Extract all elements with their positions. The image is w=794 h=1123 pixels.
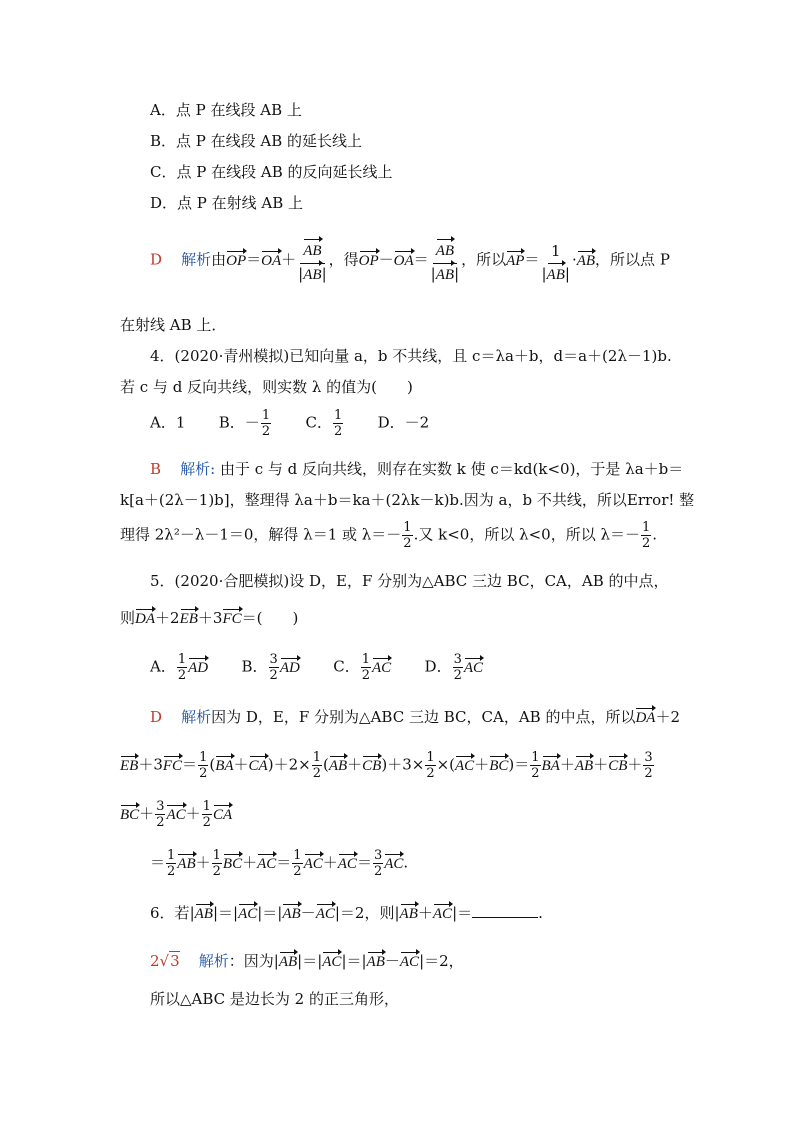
q4-analysis-text: .又 k<0，所以 λ<0，所以 λ＝－ [413, 525, 640, 544]
q6-stem-text: 若 [174, 904, 190, 922]
q3-analysis-label: 解析 [181, 250, 212, 269]
q4-source: (2020·青州模拟) [174, 347, 290, 365]
q3-text: ，所以 [461, 250, 507, 269]
q3-text: ，所以点 P [595, 250, 670, 269]
q3-fraction: $\frac{AB}{|AB|}$ [431, 236, 459, 285]
q5-stem: ＝( ) [241, 609, 299, 627]
q5-option-c: C． [333, 657, 360, 676]
q4-stem-line-1 [150, 345, 672, 366]
q4-analysis-text: 由于 c 与 d 反向共线，则存在实数 k 使 c＝kd(k<0)，于是 λa＋b＝ [219, 460, 684, 478]
q5-source: (2020·合肥模拟) [174, 572, 290, 590]
q3-fraction: $\frac{1}{|AB|}$ [541, 237, 569, 285]
q4-option-b: B．－ [218, 413, 260, 432]
q4-option-d: D．－2 [377, 413, 430, 432]
q6-answer: 2√3 [150, 952, 180, 970]
q4-analysis-text: . [652, 525, 658, 544]
q6-analysis-label: 解析 [198, 952, 229, 970]
q4-option-c: C． [305, 413, 332, 432]
q4-stem-line-2: 若 c 与 d 反向共线，则实数 λ 的值为( ) [120, 378, 413, 396]
q3-option-a: A．点 P 在线段 AB 上 [150, 101, 302, 119]
q5-option-b: B． [241, 657, 268, 676]
q5-analysis-line-2: EB＋3FC＝ $\frac{1}{2}$ (BA＋CA)＋2× $\frac{1}{2}$ (AB＋CB)＋3× $\frac{1}{2}$ ×(AC＋BC)＝ $\frac{1}{2}$ BA＋AB＋CB＋ $\frac{3}{2}$ [120, 750, 653, 781]
q4-analysis-text: 理得 2λ²－λ－1＝0，解得 λ＝1 或 λ＝－ [120, 525, 402, 544]
q6-analysis-line-2: 所以△ABC 是边长为 2 的正三角形， [150, 990, 399, 1008]
q4-number: 4． [150, 347, 175, 365]
q4-stem: 已知向量 a，b 不共线，且 c＝λa＋b，d＝a＋(2λ－1)b. [289, 347, 672, 365]
q5-analysis-text: 因为 D，E，F 分别为△ABC 三边 BC，CA，AB 的中点，所以 [211, 708, 636, 726]
q4-analysis-line-2: k[a＋(2λ－1)b]，整理得 λa＋b＝ka＋(2λk－k)b.因为 a，b 不共线，所以Error! 整 [120, 491, 695, 509]
q5-stem: 则 [120, 609, 136, 627]
q3-option-b: B．点 P 在线段 AB 的延长线上 [150, 132, 363, 150]
q5-analysis-label: 解析 [181, 708, 212, 726]
q3-analysis-continuation: 在射线 AB 上． [120, 316, 227, 334]
q4-analysis-line-1 [150, 458, 683, 479]
q6-number: 6． [150, 904, 175, 922]
q5-stem: 设 D，E，F 分别为△ABC 三边 BC，CA，AB 的中点， [289, 572, 669, 590]
q3-analysis: D 解析由OP＝OA＋ $\frac{AB}{|AB|}$ ，得OP－OA＝ $\frac{AB}{|AB|}$ ，所以AP＝ $\frac{1}{|AB|}$ ·AB，所以点 P [150, 236, 670, 285]
q6-analysis-line-1: 2√3 解析：因为|AB|＝|AC|＝|AB－AC|＝2， [150, 952, 464, 970]
q5-answer: D [150, 708, 163, 726]
q3-text: ，得 [328, 250, 359, 269]
q6-analysis-text: ：因为 [228, 952, 274, 970]
q5-stem-line-2: 则DA＋2EB＋3FC＝( ) [120, 609, 299, 627]
q6-answer-blank [472, 903, 538, 918]
q4-answer: B [150, 460, 162, 478]
q3-text: 由 [211, 250, 227, 269]
q4-analysis-line-3: 理得 2λ²－λ－1＝0，解得 λ＝1 或 λ＝－ $\frac{1}{2}$ .又 k<0，所以 λ<0，所以 λ＝－ $\frac{1}{2}$ . [120, 520, 658, 551]
q5-option-d: D． [424, 657, 452, 676]
q5-analysis-line-1: D 解析因为 D，E，F 分别为△ABC 三边 BC，CA，AB 的中点，所以DA＋2 [150, 708, 680, 726]
q3-option-c: C．点 P 在线段 AB 的反向延长线上 [150, 163, 393, 181]
q4-option-a: A．1 [150, 413, 186, 432]
q5-number: 5． [150, 572, 175, 590]
q4-options: A．1 B．－ $\frac{1}{2}$ C． $\frac{1}{2}$ D．－2 [150, 408, 430, 439]
q6-stem: 6．若|AB|＝|AC|＝|AB－AC|＝2，则|AB＋AC|＝ . [150, 904, 543, 922]
q5-analysis-line-3: BC＋ $\frac{3}{2}$ AC＋ $\frac{1}{2}$ CA [120, 799, 233, 830]
q3-answer: D [150, 250, 163, 269]
q4-analysis-label: 解析: [180, 460, 216, 478]
q3-option-d: D．点 P 在射线 AB 上 [150, 194, 304, 212]
q5-option-a: A． [150, 657, 176, 676]
q3-fraction: $\frac{AB}{|AB|}$ [298, 236, 326, 285]
q6-stem-text: ，则 [364, 904, 395, 922]
q5-options: A． $\frac{1}{2}$ AD B． $\frac{3}{2}$ AD C． $\frac{1}{2}$ AC D． $\frac{3}{2}$ AC [150, 652, 484, 683]
q5-analysis-line-4: ＝ $\frac{1}{2}$ AB＋ $\frac{1}{2}$ BC＋AC＝ $\frac{1}{2}$ AC＋AC＝ $\frac{3}{2}$ AC. [150, 848, 409, 879]
q5-stem-line-1 [150, 570, 669, 591]
